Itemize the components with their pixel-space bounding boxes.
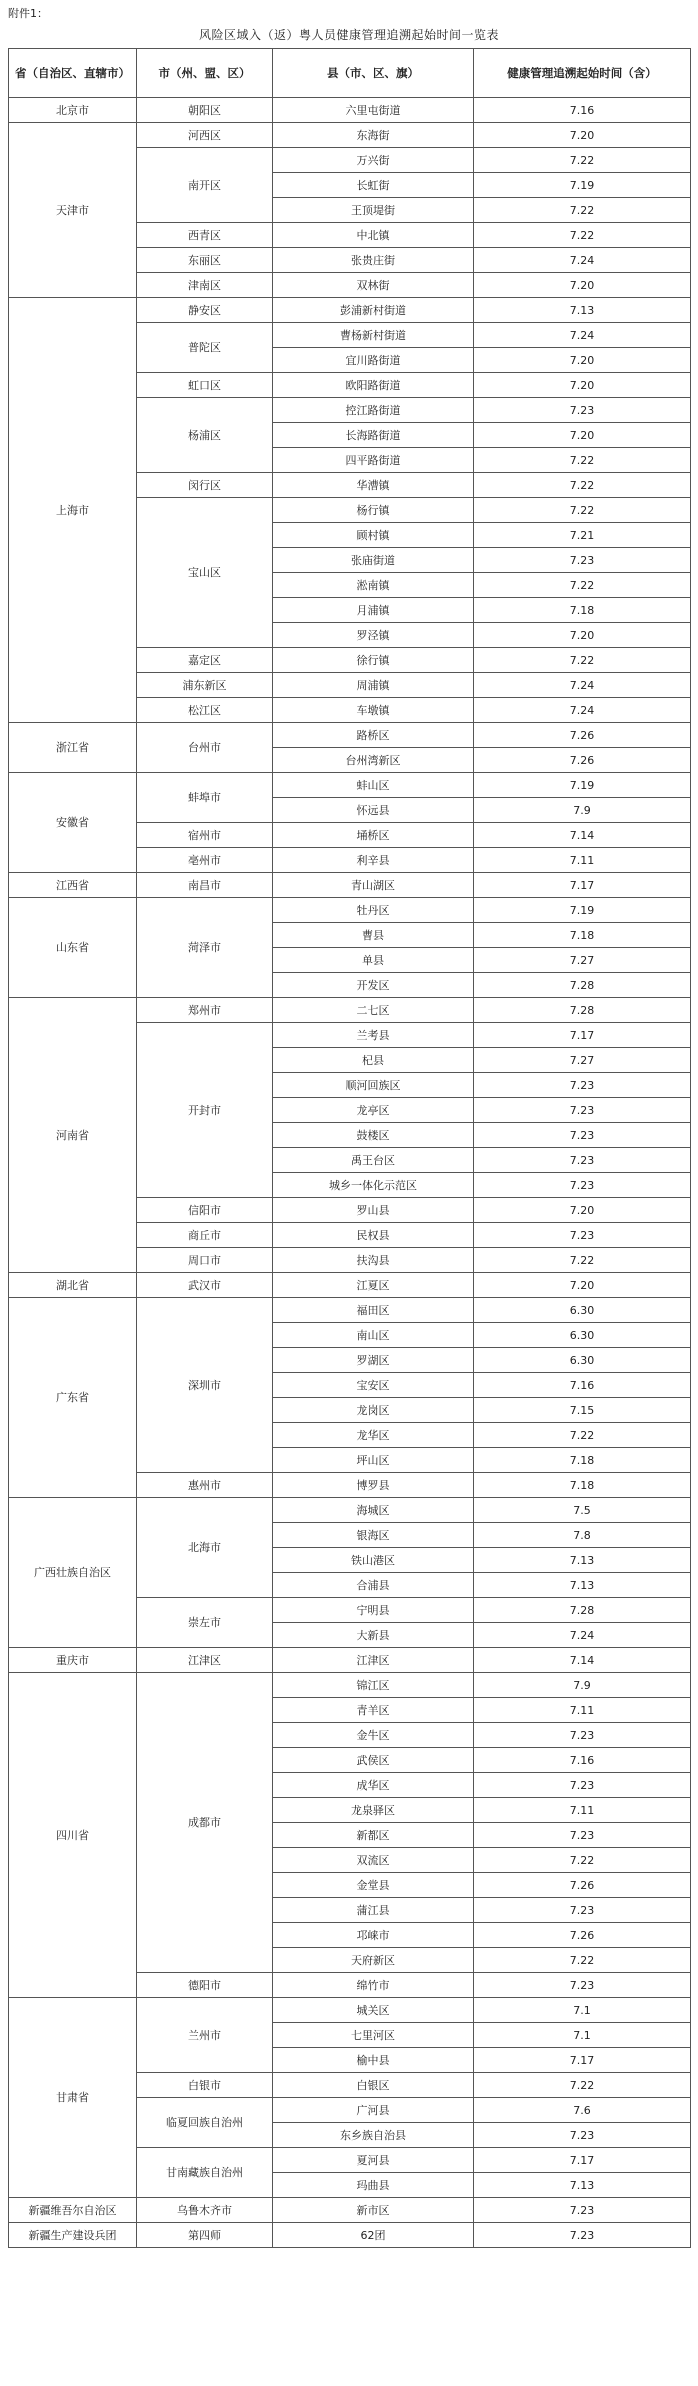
table-row — [9, 1673, 691, 1698]
header-start-date: 健康管理追溯起始时间（含） — [474, 49, 691, 98]
city-cell: 武汉市 — [137, 1273, 273, 1298]
province-cell: 广西壮族自治区 — [9, 1498, 137, 1648]
city-cell: 信阳市 — [137, 1198, 273, 1223]
start-date-cell: 7.22 — [474, 148, 691, 173]
county-cell: 坪山区 — [273, 1448, 474, 1473]
county-cell: 东乡族自治县 — [273, 2123, 474, 2148]
start-date-cell: 7.13 — [474, 1573, 691, 1598]
start-date-cell: 7.23 — [474, 398, 691, 423]
start-date-cell: 7.20 — [474, 1273, 691, 1298]
province-cell: 甘肃省 — [9, 1998, 137, 2198]
county-cell: 龙华区 — [273, 1423, 474, 1448]
county-cell: 长海路街道 — [273, 423, 474, 448]
county-cell: 银海区 — [273, 1523, 474, 1548]
county-cell: 单县 — [273, 948, 474, 973]
city-cell: 台州市 — [137, 723, 273, 773]
county-cell: 蚌山区 — [273, 773, 474, 798]
county-cell: 新市区 — [273, 2198, 474, 2223]
header-city: 市（州、盟、区） — [137, 49, 273, 98]
city-cell: 成都市 — [137, 1673, 273, 1973]
table-row — [9, 98, 691, 123]
city-cell: 蚌埠市 — [137, 773, 273, 823]
start-date-cell: 7.24 — [474, 323, 691, 348]
county-cell: 曹杨新村街道 — [273, 323, 474, 348]
province-cell: 天津市 — [9, 123, 137, 298]
county-cell: 锦江区 — [273, 1673, 474, 1698]
table-row — [9, 1998, 691, 2023]
header-county: 县（市、区、旗） — [273, 49, 474, 98]
city-cell: 甘南藏族自治州 — [137, 2148, 273, 2198]
province-cell: 河南省 — [9, 998, 137, 1273]
county-cell: 榆中县 — [273, 2048, 474, 2073]
start-date-cell: 7.8 — [474, 1523, 691, 1548]
city-cell: 江津区 — [137, 1648, 273, 1673]
province-cell: 新疆维吾尔自治区 — [9, 2198, 137, 2223]
county-cell: 广河县 — [273, 2098, 474, 2123]
province-cell: 北京市 — [9, 98, 137, 123]
start-date-cell: 7.22 — [474, 448, 691, 473]
county-cell: 双流区 — [273, 1848, 474, 1873]
table-row — [9, 723, 691, 748]
county-cell: 六里屯街道 — [273, 98, 474, 123]
start-date-cell: 7.22 — [474, 198, 691, 223]
county-cell: 徐行镇 — [273, 648, 474, 673]
county-cell: 武侯区 — [273, 1748, 474, 1773]
county-cell: 车墩镇 — [273, 698, 474, 723]
city-cell: 浦东新区 — [137, 673, 273, 698]
county-cell: 长虹街 — [273, 173, 474, 198]
county-cell: 邛崃市 — [273, 1923, 474, 1948]
county-cell: 四平路街道 — [273, 448, 474, 473]
start-date-cell: 7.23 — [474, 1073, 691, 1098]
province-cell: 江西省 — [9, 873, 137, 898]
start-date-cell: 7.20 — [474, 623, 691, 648]
start-date-cell: 7.23 — [474, 1823, 691, 1848]
start-date-cell: 7.26 — [474, 1923, 691, 1948]
city-cell: 闵行区 — [137, 473, 273, 498]
county-cell: 龙亭区 — [273, 1098, 474, 1123]
county-cell: 怀远县 — [273, 798, 474, 823]
city-cell: 深圳市 — [137, 1298, 273, 1473]
start-date-cell: 7.23 — [474, 1973, 691, 1998]
table-row — [9, 298, 691, 323]
start-date-cell: 7.26 — [474, 723, 691, 748]
table-row — [9, 998, 691, 1023]
county-cell: 天府新区 — [273, 1948, 474, 1973]
province-cell: 安徽省 — [9, 773, 137, 873]
county-cell: 罗泾镇 — [273, 623, 474, 648]
city-cell: 朝阳区 — [137, 98, 273, 123]
county-cell: 欧阳路街道 — [273, 373, 474, 398]
start-date-cell: 6.30 — [474, 1298, 691, 1323]
start-date-cell: 7.13 — [474, 298, 691, 323]
province-cell: 广东省 — [9, 1298, 137, 1498]
city-cell: 德阳市 — [137, 1973, 273, 1998]
city-cell: 静安区 — [137, 298, 273, 323]
start-date-cell: 7.19 — [474, 173, 691, 198]
start-date-cell: 7.19 — [474, 773, 691, 798]
city-cell: 开封市 — [137, 1023, 273, 1198]
start-date-cell: 7.18 — [474, 598, 691, 623]
start-date-cell: 7.24 — [474, 1623, 691, 1648]
county-cell: 江津区 — [273, 1648, 474, 1673]
start-date-cell: 7.23 — [474, 1148, 691, 1173]
start-date-cell: 7.17 — [474, 1023, 691, 1048]
table-row — [9, 1298, 691, 1323]
start-date-cell: 7.6 — [474, 2098, 691, 2123]
start-date-cell: 7.26 — [474, 748, 691, 773]
county-cell: 彭浦新村街道 — [273, 298, 474, 323]
start-date-cell: 6.30 — [474, 1348, 691, 1373]
city-cell: 宿州市 — [137, 823, 273, 848]
county-cell: 路桥区 — [273, 723, 474, 748]
start-date-cell: 7.11 — [474, 1798, 691, 1823]
province-cell: 浙江省 — [9, 723, 137, 773]
start-date-cell: 7.23 — [474, 2123, 691, 2148]
city-cell: 崇左市 — [137, 1598, 273, 1648]
start-date-cell: 7.22 — [474, 573, 691, 598]
city-cell: 虹口区 — [137, 373, 273, 398]
county-cell: 七里河区 — [273, 2023, 474, 2048]
start-date-cell: 7.20 — [474, 123, 691, 148]
header-row — [9, 49, 691, 98]
county-cell: 博罗县 — [273, 1473, 474, 1498]
table-title: 风险区域入（返）粤人员健康管理追溯起始时间一览表 — [198, 28, 499, 42]
county-cell: 中北镇 — [273, 223, 474, 248]
start-date-cell: 7.16 — [474, 1373, 691, 1398]
start-date-cell: 7.27 — [474, 948, 691, 973]
county-cell: 鼓楼区 — [273, 1123, 474, 1148]
county-cell: 二七区 — [273, 998, 474, 1023]
start-date-cell: 7.20 — [474, 373, 691, 398]
start-date-cell: 6.30 — [474, 1323, 691, 1348]
table-row — [9, 2223, 691, 2248]
county-cell: 华漕镇 — [273, 473, 474, 498]
city-cell: 乌鲁木齐市 — [137, 2198, 273, 2223]
start-date-cell: 7.22 — [474, 1848, 691, 1873]
start-date-cell: 7.11 — [474, 1698, 691, 1723]
county-cell: 南山区 — [273, 1323, 474, 1348]
start-date-cell: 7.17 — [474, 873, 691, 898]
start-date-cell: 7.21 — [474, 523, 691, 548]
county-cell: 福田区 — [273, 1298, 474, 1323]
start-date-cell: 7.20 — [474, 1198, 691, 1223]
county-cell: 白银区 — [273, 2073, 474, 2098]
county-cell: 江夏区 — [273, 1273, 474, 1298]
county-cell: 杨行镇 — [273, 498, 474, 523]
start-date-cell: 7.18 — [474, 1448, 691, 1473]
city-cell: 南昌市 — [137, 873, 273, 898]
county-cell: 罗湖区 — [273, 1348, 474, 1373]
start-date-cell: 7.23 — [474, 1173, 691, 1198]
city-cell: 兰州市 — [137, 1998, 273, 2073]
county-cell: 扶沟县 — [273, 1248, 474, 1273]
county-cell: 62团 — [273, 2223, 474, 2248]
start-date-cell: 7.23 — [474, 1123, 691, 1148]
city-cell: 惠州市 — [137, 1473, 273, 1498]
start-date-cell: 7.23 — [474, 2198, 691, 2223]
city-cell: 西青区 — [137, 223, 273, 248]
county-cell: 海城区 — [273, 1498, 474, 1523]
city-cell: 临夏回族自治州 — [137, 2098, 273, 2148]
table-row — [9, 2198, 691, 2223]
city-cell: 津南区 — [137, 273, 273, 298]
county-cell: 兰考县 — [273, 1023, 474, 1048]
city-cell: 白银市 — [137, 2073, 273, 2098]
city-cell: 河西区 — [137, 123, 273, 148]
start-date-cell: 7.22 — [474, 1248, 691, 1273]
county-cell: 王顶堤街 — [273, 198, 474, 223]
city-cell: 南开区 — [137, 148, 273, 223]
start-date-cell: 7.23 — [474, 1098, 691, 1123]
start-date-cell: 7.1 — [474, 1998, 691, 2023]
county-cell: 月浦镇 — [273, 598, 474, 623]
county-cell: 万兴街 — [273, 148, 474, 173]
province-cell: 山东省 — [9, 898, 137, 998]
city-cell: 松江区 — [137, 698, 273, 723]
start-date-cell: 7.26 — [474, 1873, 691, 1898]
start-date-cell: 7.13 — [474, 1548, 691, 1573]
county-cell: 宝安区 — [273, 1373, 474, 1398]
start-date-cell: 7.22 — [474, 223, 691, 248]
county-cell: 宁明县 — [273, 1598, 474, 1623]
risk-area-table — [8, 48, 691, 2248]
start-date-cell: 7.17 — [474, 2148, 691, 2173]
county-cell: 金堂县 — [273, 1873, 474, 1898]
start-date-cell: 7.15 — [474, 1398, 691, 1423]
start-date-cell: 7.22 — [474, 648, 691, 673]
province-cell: 湖北省 — [9, 1273, 137, 1298]
county-cell: 新都区 — [273, 1823, 474, 1848]
start-date-cell: 7.20 — [474, 273, 691, 298]
start-date-cell: 7.20 — [474, 348, 691, 373]
county-cell: 顾村镇 — [273, 523, 474, 548]
table-row — [9, 1498, 691, 1523]
start-date-cell: 7.27 — [474, 1048, 691, 1073]
province-cell: 新疆生产建设兵团 — [9, 2223, 137, 2248]
table-row — [9, 1273, 691, 1298]
county-cell: 城关区 — [273, 1998, 474, 2023]
table-row — [9, 773, 691, 798]
county-cell: 宜川路街道 — [273, 348, 474, 373]
start-date-cell: 7.13 — [474, 2173, 691, 2198]
header-province: 省（自治区、直辖市） — [9, 49, 137, 98]
county-cell: 杞县 — [273, 1048, 474, 1073]
start-date-cell: 7.23 — [474, 1723, 691, 1748]
county-cell: 大新县 — [273, 1623, 474, 1648]
county-cell: 龙泉驿区 — [273, 1798, 474, 1823]
city-cell: 郑州市 — [137, 998, 273, 1023]
county-cell: 金牛区 — [273, 1723, 474, 1748]
county-cell: 周浦镇 — [273, 673, 474, 698]
start-date-cell: 7.23 — [474, 1223, 691, 1248]
county-cell: 张庙街道 — [273, 548, 474, 573]
city-cell: 杨浦区 — [137, 398, 273, 473]
county-cell: 成华区 — [273, 1773, 474, 1798]
city-cell: 东丽区 — [137, 248, 273, 273]
table-row — [9, 123, 691, 148]
county-cell: 青山湖区 — [273, 873, 474, 898]
start-date-cell: 7.23 — [474, 1773, 691, 1798]
city-cell: 菏泽市 — [137, 898, 273, 998]
start-date-cell: 7.16 — [474, 1748, 691, 1773]
start-date-cell: 7.22 — [474, 1948, 691, 1973]
county-cell: 控江路街道 — [273, 398, 474, 423]
county-cell: 埇桥区 — [273, 823, 474, 848]
start-date-cell: 7.22 — [474, 2073, 691, 2098]
start-date-cell: 7.22 — [474, 473, 691, 498]
county-cell: 合浦县 — [273, 1573, 474, 1598]
city-cell: 亳州市 — [137, 848, 273, 873]
county-cell: 城乡一体化示范区 — [273, 1173, 474, 1198]
county-cell: 台州湾新区 — [273, 748, 474, 773]
start-date-cell: 7.16 — [474, 98, 691, 123]
county-cell: 淞南镇 — [273, 573, 474, 598]
county-cell: 玛曲县 — [273, 2173, 474, 2198]
county-cell: 双林街 — [273, 273, 474, 298]
city-cell: 北海市 — [137, 1498, 273, 1598]
start-date-cell: 7.28 — [474, 973, 691, 998]
county-cell: 牡丹区 — [273, 898, 474, 923]
start-date-cell: 7.11 — [474, 848, 691, 873]
table-row — [9, 873, 691, 898]
county-cell: 开发区 — [273, 973, 474, 998]
table-row — [9, 898, 691, 923]
start-date-cell: 7.28 — [474, 1598, 691, 1623]
start-date-cell: 7.20 — [474, 423, 691, 448]
start-date-cell: 7.23 — [474, 2223, 691, 2248]
annex-label: 附件1： — [8, 7, 48, 20]
start-date-cell: 7.9 — [474, 1673, 691, 1698]
county-cell: 顺河回族区 — [273, 1073, 474, 1098]
start-date-cell: 7.23 — [474, 1898, 691, 1923]
start-date-cell: 7.22 — [474, 498, 691, 523]
table-row — [9, 1648, 691, 1673]
start-date-cell: 7.9 — [474, 798, 691, 823]
county-cell: 龙岗区 — [273, 1398, 474, 1423]
county-cell: 曹县 — [273, 923, 474, 948]
start-date-cell: 7.5 — [474, 1498, 691, 1523]
start-date-cell: 7.24 — [474, 248, 691, 273]
county-cell: 蒲江县 — [273, 1898, 474, 1923]
city-cell: 周口市 — [137, 1248, 273, 1273]
county-cell: 利辛县 — [273, 848, 474, 873]
start-date-cell: 7.28 — [474, 998, 691, 1023]
start-date-cell: 7.1 — [474, 2023, 691, 2048]
county-cell: 民权县 — [273, 1223, 474, 1248]
city-cell: 嘉定区 — [137, 648, 273, 673]
start-date-cell: 7.14 — [474, 823, 691, 848]
county-cell: 绵竹市 — [273, 1973, 474, 1998]
county-cell: 禹王台区 — [273, 1148, 474, 1173]
county-cell: 夏河县 — [273, 2148, 474, 2173]
start-date-cell: 7.17 — [474, 2048, 691, 2073]
start-date-cell: 7.24 — [474, 698, 691, 723]
city-cell: 第四师 — [137, 2223, 273, 2248]
start-date-cell: 7.22 — [474, 1423, 691, 1448]
province-cell: 上海市 — [9, 298, 137, 723]
start-date-cell: 7.18 — [474, 1473, 691, 1498]
county-cell: 罗山县 — [273, 1198, 474, 1223]
start-date-cell: 7.18 — [474, 923, 691, 948]
county-cell: 东海街 — [273, 123, 474, 148]
start-date-cell: 7.14 — [474, 1648, 691, 1673]
county-cell: 铁山港区 — [273, 1548, 474, 1573]
province-cell: 四川省 — [9, 1673, 137, 1998]
start-date-cell: 7.19 — [474, 898, 691, 923]
county-cell: 张贵庄街 — [273, 248, 474, 273]
start-date-cell: 7.23 — [474, 548, 691, 573]
city-cell: 普陀区 — [137, 323, 273, 373]
province-cell: 重庆市 — [9, 1648, 137, 1673]
county-cell: 青羊区 — [273, 1698, 474, 1723]
city-cell: 商丘市 — [137, 1223, 273, 1248]
table-body — [9, 98, 691, 2248]
city-cell: 宝山区 — [137, 498, 273, 648]
start-date-cell: 7.24 — [474, 673, 691, 698]
